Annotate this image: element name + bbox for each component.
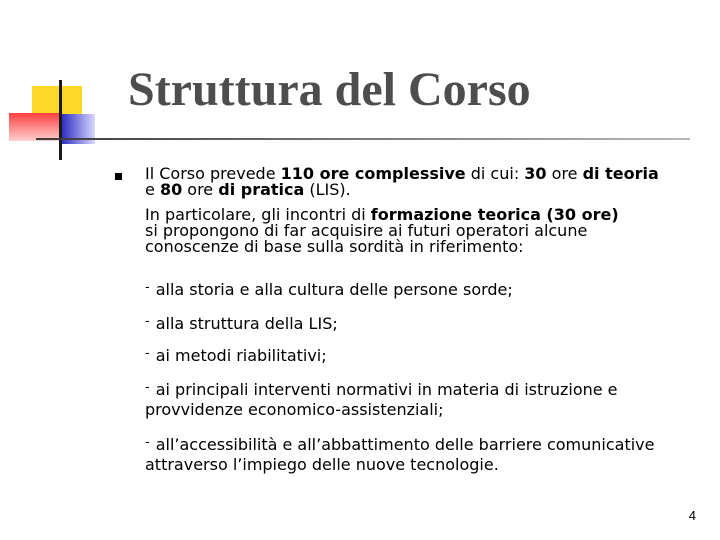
list-item-text: alla storia e alla cultura delle persone sorde; (155, 280, 513, 299)
bullet-marker (115, 173, 122, 180)
list-item-text: all’accessibilità e all’abbattimento delle barriere comunicative attraverso l’impiego delle nuove tecnologie. (145, 435, 655, 474)
detail-text-1: In particolare, gli incontri di (145, 205, 371, 224)
detail-line-3: conoscenze di base sulla sordità in riferimento: (145, 237, 524, 256)
intro-bold-3: di teoria (582, 164, 659, 183)
intro-text-6: (LIS). (304, 180, 351, 199)
dash-marker: - (145, 435, 150, 450)
intro-bold-4: 80 (159, 180, 183, 199)
list-item (145, 278, 685, 300)
detail-bold-1: formazione teorica (30 ore) (370, 205, 619, 224)
intro-bold-5: di pratica (218, 180, 305, 199)
dash-marker: - (145, 346, 150, 361)
list-item-text: ai metodi riabilitativi; (155, 346, 327, 365)
intro-text-4: e (145, 180, 160, 199)
detail-paragraph (145, 207, 671, 255)
list-item (145, 378, 675, 420)
intro-text-5: ore (182, 180, 219, 199)
list-item-text: alla struttura della LIS; (155, 314, 338, 333)
decor-vertical-line (59, 80, 62, 160)
list-item-text: ai principali interventi normativi in materia di istruzione e provvidenze economico-assistenziali; (145, 380, 618, 419)
intro-text-2: di cui: (465, 164, 525, 183)
detail-line-2: si propongono di far acquisire ai futuri operatori alcune (145, 221, 588, 240)
page-number: 4 (688, 508, 696, 523)
title-underline (36, 138, 690, 140)
intro-paragraph (145, 166, 671, 198)
list-item (145, 312, 685, 334)
list-item (145, 433, 665, 475)
list-item (145, 344, 685, 366)
intro-text-1: Il Corso prevede (145, 164, 281, 183)
intro-text-3: ore (546, 164, 583, 183)
intro-bold-2: 30 (524, 164, 547, 183)
dash-marker: - (145, 380, 150, 395)
slide-title: Struttura del Corso (128, 63, 531, 116)
intro-bold-1: 110 ore complessive (280, 164, 466, 183)
dash-marker: - (145, 314, 150, 329)
decor-red-bar (9, 113, 59, 141)
dash-marker: - (145, 280, 150, 295)
